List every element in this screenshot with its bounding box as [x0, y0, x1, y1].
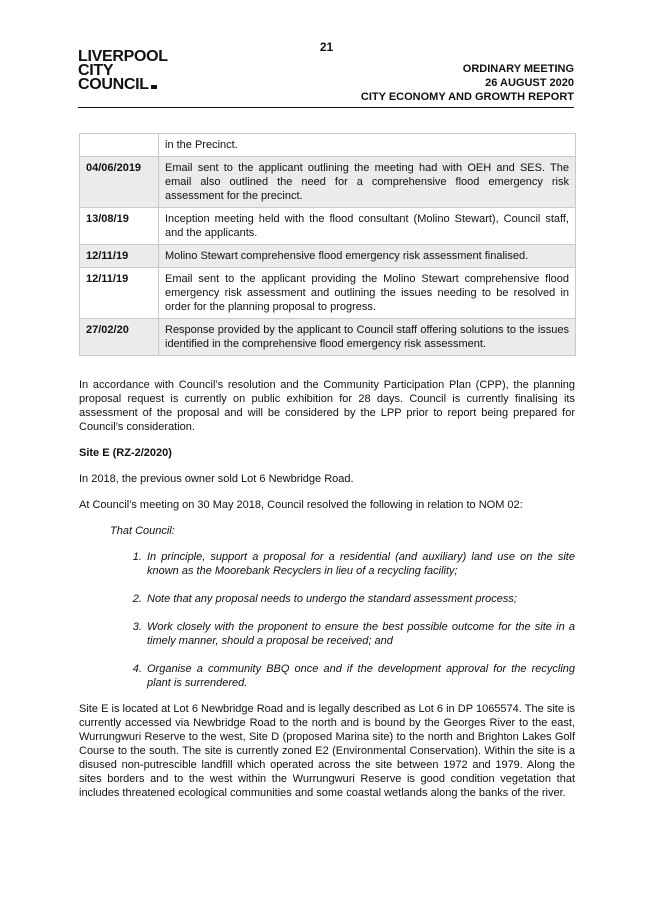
sale-paragraph: In 2018, the previous owner sold Lot 6 Newbridge Road. [79, 473, 354, 485]
date-cell: 27/02/20 [80, 319, 159, 356]
description-cell: Molino Stewart comprehensive flood emergency risk assessment finalised. [159, 245, 576, 268]
resolution-list [79, 550, 575, 690]
report-header [361, 62, 574, 104]
table-row [80, 319, 576, 356]
report-body [79, 378, 575, 812]
meeting-title: ORDINARY MEETING [462, 63, 574, 75]
list-item: 1. In principle, support a proposal for a residential (and auxiliary) land use on the site known as the Moorebank Recyclers in lieu of a recycling facility; [145, 550, 575, 578]
resolution-intro: That Council: [110, 525, 175, 537]
description-cell: Email sent to the applicant providing the Molino Stewart comprehensive flood emergency risk assessment and outlining the issues needing to be resolved in order for the planning proposal to progress. [159, 268, 576, 319]
timeline-table [79, 133, 576, 356]
date-cell: 04/06/2019 [80, 157, 159, 208]
list-item: 3. Work closely with the proponent to ensure the best possible outcome for the site in a timely manner, should a proposal be received; and [145, 620, 575, 648]
table-row [80, 157, 576, 208]
site-description-paragraph: Site E is located at Lot 6 Newbridge Road and is legally described as Lot 6 in DP 1065574. The site is currently accessed via Newbridge Road to the north and is bound by the Georges River to the east, Wurrungwuri Reserve to the west, Site D (proposed Marina site) to the north and Brighton Lakes Golf Course to the south. The site is currently zoned E2 (Environmental Conservation). Within the site is a disused non-putrescible landfill which operated across the site between 1972 and 1979. Along the sites borders and to the west within the Wurrungwuri Reserve is good condition vegetation that includes threatened ecological communities and some coastal wetlands along the banks of the river. [79, 703, 575, 799]
logo-mark-icon [151, 85, 157, 89]
date-cell: 13/08/19 [80, 208, 159, 245]
table-row [80, 245, 576, 268]
logo-line-2: CITY [78, 62, 114, 79]
date-cell [80, 134, 159, 157]
description-cell: Inception meeting held with the flood consultant (Molino Stewart), Council staff, and the applicants. [159, 208, 576, 245]
description-cell: Email sent to the applicant outlining the meeting had with OEH and SES. The email also outlined the need for a comprehensive flood emergency risk assessment for the precinct. [159, 157, 576, 208]
logo-line-3: COUNCIL [78, 78, 168, 92]
page-number: 21 [319, 40, 334, 54]
report-title: CITY ECONOMY AND GROWTH REPORT [360, 91, 574, 103]
description-cell: in the Precinct. [159, 134, 576, 157]
table-row [80, 208, 576, 245]
exhibition-paragraph: In accordance with Council’s resolution and the Community Participation Plan (CPP), the planning proposal request is currently on public exhibition for 28 days. Council is currently finalising its assessment of the proposal and will be considered by the LPP prior to report being prepared for Council’s consideration. [79, 379, 575, 433]
date-cell: 12/11/19 [80, 268, 159, 319]
resolution-paragraph: At Council’s meeting on 30 May 2018, Council resolved the following in relation to NOM 02: [79, 499, 523, 511]
list-item: 2. Note that any proposal needs to undergo the standard assessment process; [145, 592, 575, 606]
table-row [80, 268, 576, 319]
list-item: 4. Organise a community BBQ once and if the development approval for the recycling plant is surrendered. [145, 662, 575, 690]
table-row [80, 134, 576, 157]
logo-line-1: LIVERPOOL [78, 48, 168, 65]
description-cell: Response provided by the applicant to Council staff offering solutions to the issues identified in the comprehensive flood emergency risk assessment. [159, 319, 576, 356]
site-e-heading: Site E (RZ-2/2020) [79, 447, 172, 459]
council-logo [78, 50, 168, 92]
date-cell: 12/11/19 [80, 245, 159, 268]
header-divider [78, 107, 574, 108]
meeting-date: 26 AUGUST 2020 [485, 77, 574, 89]
